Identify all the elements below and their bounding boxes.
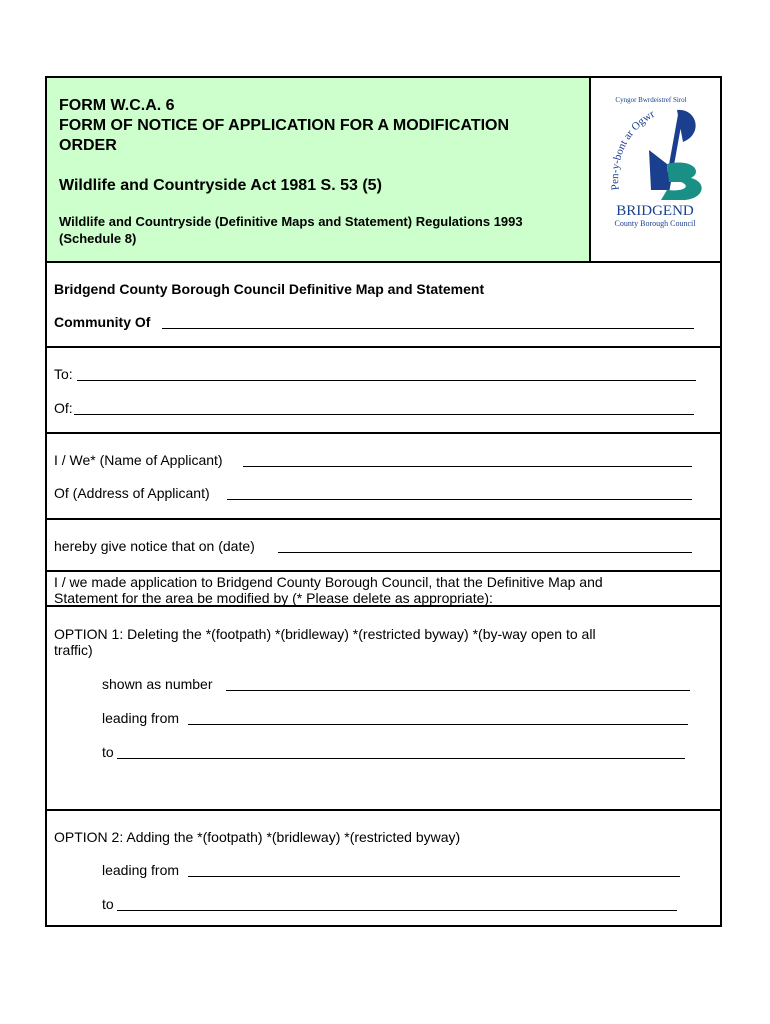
applicant-name-label: I / We* (Name of Applicant) <box>54 452 223 468</box>
divider <box>47 570 720 572</box>
form-title: FORM OF NOTICE OF APPLICATION FOR A MODIFICATION <box>59 117 510 134</box>
regulations-reference: Wildlife and Countryside (Definitive Maps and Statement) Regulations 1993 <box>59 214 523 229</box>
application-statement: I / we made application to Bridgend County Borough Council, that the Definitive Map and <box>54 574 603 590</box>
applicant-name-field[interactable] <box>243 466 692 467</box>
option1-leading-field[interactable] <box>188 724 688 725</box>
divider <box>47 261 720 263</box>
regulations-schedule: (Schedule 8) <box>59 231 137 246</box>
of-field[interactable] <box>74 414 694 415</box>
divider <box>47 518 720 520</box>
community-label: Community Of <box>54 314 151 330</box>
option1-leading-label: leading from <box>102 710 180 726</box>
to-field[interactable] <box>77 380 696 381</box>
option2-leading-label: leading from <box>102 862 180 878</box>
bridgend-logo-icon <box>591 78 722 261</box>
divider <box>47 605 720 607</box>
form-header <box>47 78 591 261</box>
logo-name: BRIDGEND <box>616 203 694 219</box>
option2-title: OPTION 2: Adding the *(footpath) *(bridleway) *(restricted byway) <box>54 829 461 845</box>
applicant-address-label: Of (Address of Applicant) <box>54 485 210 501</box>
option1-to-label: to <box>102 744 114 760</box>
form-code: FORM W.C.A. 6 <box>59 97 175 114</box>
form-title-cont: ORDER <box>59 137 117 154</box>
logo-subtitle: County Borough Council <box>614 219 696 228</box>
divider <box>47 346 720 348</box>
option1-shown-field[interactable] <box>226 690 690 691</box>
act-reference: Wildlife and Countryside Act 1981 S. 53 (5) <box>59 177 382 194</box>
council-logo <box>591 78 722 261</box>
community-field[interactable] <box>162 328 694 329</box>
option2-to-field[interactable] <box>117 910 677 911</box>
option1-to-field[interactable] <box>117 758 685 759</box>
option1-title-cont: traffic) <box>54 642 93 658</box>
option1-shown-label: shown as number <box>102 676 213 692</box>
logo-arc-text: Pen-y-bont ar Ogwr <box>609 108 657 191</box>
option1-title: OPTION 1: Deleting the *(footpath) *(bridleway) *(restricted byway) *(by-way open to all <box>54 626 596 642</box>
definitive-map-heading: Bridgend County Borough Council Definitive Map and Statement <box>54 281 485 297</box>
logo-top-text: Cyngor Bwrdeistref Sirol <box>615 96 687 104</box>
option2-to-label: to <box>102 896 114 912</box>
notice-date-field[interactable] <box>278 552 692 553</box>
notice-date-label: hereby give notice that on (date) <box>54 538 255 554</box>
application-statement-cont: Statement for the area be modified by (* Please delete as appropriate): <box>54 590 493 606</box>
divider <box>47 809 720 811</box>
applicant-address-field[interactable] <box>227 499 692 500</box>
of-label: Of: <box>54 400 73 416</box>
to-label: To: <box>54 366 73 382</box>
form-frame <box>45 76 722 927</box>
option2-leading-field[interactable] <box>188 876 680 877</box>
divider <box>47 432 720 434</box>
